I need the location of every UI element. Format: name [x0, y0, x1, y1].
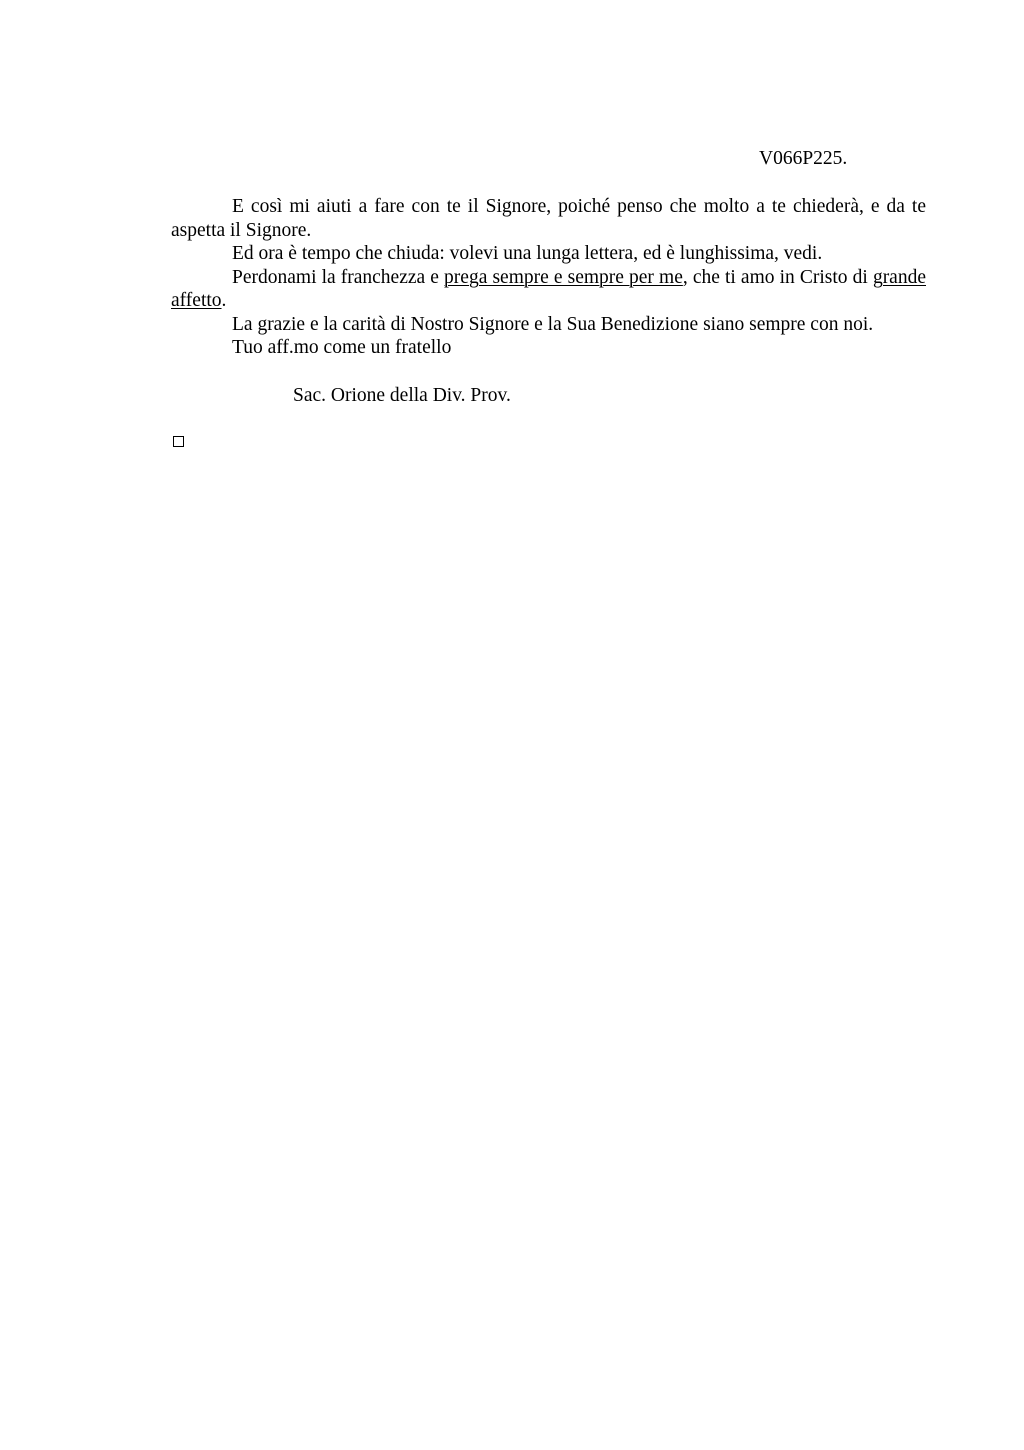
paragraph-text: Perdonami la franchezza e	[232, 266, 445, 288]
paragraph-text: La grazie e la carità di Nostro Signore e la Sua Benedizione siano sempre con noi.	[232, 313, 874, 335]
paragraph-text: Ed ora è tempo che chiuda: volevi una lunga lettera, ed è lunghissima, vedi.	[232, 243, 823, 264]
underlined-phrase: prega sempre e sempre per me	[444, 266, 683, 288]
underlined-phrase: grande affetto	[171, 266, 926, 311]
signature: Sac. Orione della Div. Prov.	[293, 385, 511, 406]
letter-body	[171, 195, 926, 360]
paragraph	[171, 195, 926, 242]
square-box-icon	[173, 436, 184, 447]
paragraph-text: .	[221, 290, 227, 311]
closing-line: Tuo aff.mo come un fratello	[232, 337, 452, 358]
paragraph	[171, 266, 926, 313]
paragraph	[171, 313, 926, 337]
paragraph	[171, 336, 926, 360]
paragraph-text: , che ti amo in Cristo di	[682, 266, 873, 288]
page-reference: V066P225.	[759, 148, 848, 169]
paragraph-text: E così mi aiuti a fare con te il Signore, poiché penso che molto a te chiederà, e da te aspetta il Signore.	[171, 196, 926, 241]
paragraph	[171, 242, 926, 266]
